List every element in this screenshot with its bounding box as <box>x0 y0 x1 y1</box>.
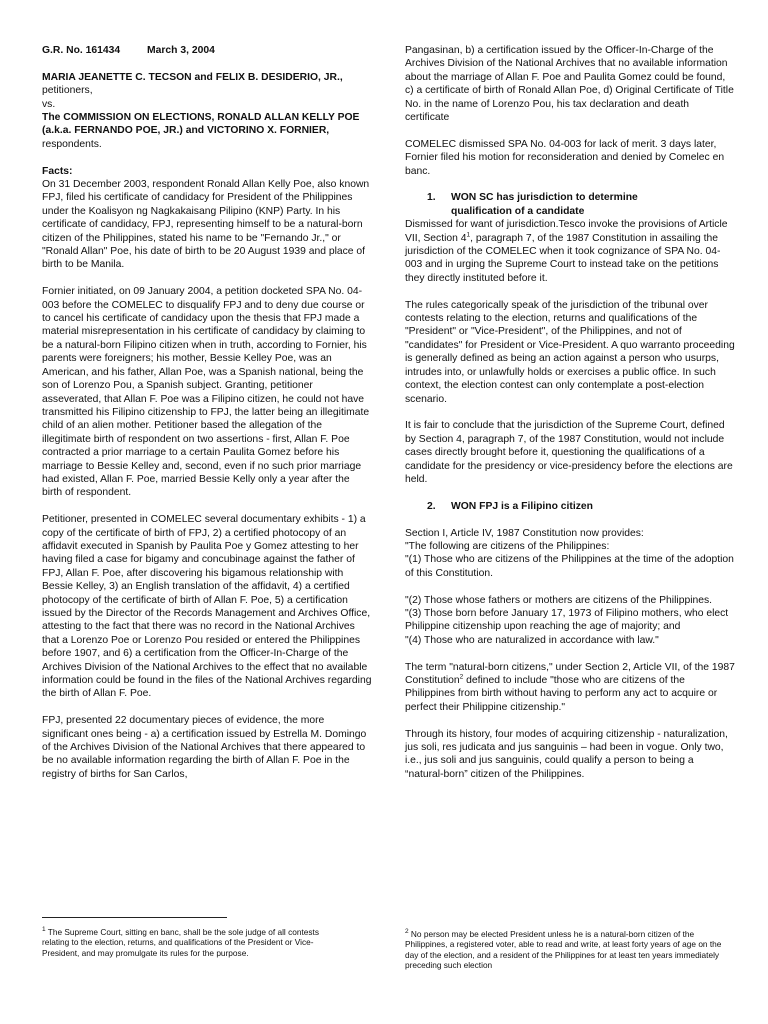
right-paragraph-6 <box>405 661 735 715</box>
facts-paragraph-3: Petitioner, presented in COMELEC several documentary exhibits - 1) a copy of the certificate of birth of FPJ, 2) a certified photocopy of an affidavit executed in Spanish by Paulita Poe y Gomez attesting to her having filed a case for bigamy and concubinage against the father of FPJ, Allan F. Poe, after discovering his bigamous relationship with Bessie Kelley, 3) an English translation of the affidavit, 4) a certified photocopy of the certificate of birth of Allan F. Poe, 5) a certification issued by the Director of the Records Management and Archives Office, attesting to the fact that there was no record in the National Archives that a Lorenzo Poe or Lorenzo Pou resided or entered the Philippines before 1907, and 6) a certification from the Officer-In-Charge of the Archives Division of the National Archives to the effect that no available information could be found in the files of the National Archives regarding the birth of Allan F. Poe. <box>42 514 372 700</box>
footnote-2-text: No person may be elected President unless he is a natural-born citizen of the Philippines, a registered voter, able to read and write, at least forty years of age on the day of the election, and a resident of the Philippines for at least ten years immediately preceding such election <box>405 929 722 970</box>
footnote-2 <box>405 929 735 970</box>
issue-1-line-2: qualification of a candidate <box>451 205 585 217</box>
versus: vs. <box>42 98 56 110</box>
right-paragraph-7: Through its history, four modes of acquiring citizenship - naturalization, jus soli, res judicata and jus sanguinis – had been in vogue. Only two, i.e., jus soli and jus sanguinis, could qualify a person to being a “natural-born” citizen of the Philippines. <box>405 728 728 780</box>
footnote-1-text: The Supreme Court, sitting en banc, shall be the sole judge of all contests relating to the election, returns, and qualifications of the President or Vice-President, and may promulgate its rules for the purpose. <box>42 927 319 958</box>
footnote-1 <box>42 927 342 958</box>
facts-paragraph-4: FPJ, presented 22 documentary pieces of evidence, the more significant ones being - a) a certification issued by Estrella M. Domingo of the Archives Division of the National Archives that there appeared to be no available information regarding the birth of Allan F. Poe in the registry of births for San Carlos, <box>42 715 367 780</box>
provision-line-2: "The following are citizens of the Philippines: <box>405 540 610 552</box>
p3-text-b: , paragraph 7, of the 1987 Constitution in assailing the jurisdiction of the COMELEC when it took cognizance of SPA No. 04-003 and in urging the Supreme Court to instead take on the petitions they directly instituted before it. <box>405 232 721 284</box>
case-header <box>42 44 372 57</box>
issue-2-text: WON FPJ is a Filipino citizen <box>451 500 593 512</box>
right-paragraph-3 <box>405 218 735 285</box>
footnote-ref-2: 2 <box>459 673 464 681</box>
respondents-role: respondents. <box>42 138 102 150</box>
footnote-2-mark: 2 <box>405 928 409 936</box>
p6-text-b: defined to include "those who are citizens of the Philippines from birth without having to perform any act to acquire or perfect their Philippine citizenship." <box>405 674 718 713</box>
respondents <box>42 111 372 151</box>
right-paragraph-2: COMELEC dismissed SPA No. 04-003 for lack of merit. 3 days later, Fornier filed his motion for reconsideration and denied by Comelec en banc. <box>405 138 725 177</box>
respondents-names: The COMMISSION ON ELECTIONS, RONALD ALLAN KELLY POE (a.k.a. FERNANDO POE, JR.) and VICTORINO X. FORNIER, <box>42 112 360 137</box>
petitioners <box>42 71 372 98</box>
provision-line-5: "(3) Those born before January 17, 1973 of Filipino mothers, who elect Philippine citizenship upon reaching the age of majority; and <box>405 607 729 633</box>
decision-date: March 3, 2004 <box>147 45 215 56</box>
issue-1-number: 1. <box>427 192 436 204</box>
issue-2-number: 2. <box>427 500 436 512</box>
facts-paragraph-2: Fornier initiated, on 09 January 2004, a petition docketed SPA No. 04-003 before the COMELEC to disqualify FPJ and to deny due course or to cancel his certificate of candidacy upon the thesis that FPJ made a material misrepresentation in his certificate of candidacy by claiming to be a natural-born Filipino citizen when in truth, according to Fornier, his parents were foreigners; his mother, Bessie Kelley Poe, was an American, and his father, Allan Poe, was a Spanish national, being the son of Lorenzo Pou, a Spanish subject. Granting, petitioner asseverated, that Allan F. Poe was a Filipino citizen, he could not have transmitted his Filipino citizenship to FPJ, the latter being an illegitimate child of an alien mother. Petitioner based the allegation of the illegitimate birth of respondent on two assertions - first, Allan F. Poe contracted a prior marriage to a certain Paulita Gomez before his marriage to Bessie Kelley and, second, even if no such prior marriage had existed, Allan F. Poe, married Bessie Kelly only a year after the birth of respondent. <box>42 286 370 499</box>
provision-line-3: "(1) Those who are citizens of the Philippines at the time of the adoption of this Constitution. <box>405 554 734 579</box>
facts-heading: Facts: <box>42 165 73 177</box>
provision-line-6: "(4) Those who are naturalized in accordance with law." <box>405 634 659 646</box>
parties-block <box>42 71 372 151</box>
petitioners-names: MARIA JEANETTE C. TECSON and FELIX B. DESIDERIO, JR., <box>42 71 343 83</box>
footnote-ref-1: 1 <box>466 231 471 239</box>
right-paragraph-1: Pangasinan, b) a certification issued by the Officer-In-Charge of the Archives Division of the National Archives that no available information about the marriage of Allan F. Poe and Paulita Gomez could be found, c) a certificate of birth of Ronald Allan Poe, d) Original Certificate of Title No. in the name of Lorenzo Pou, his tax declaration and death certificate <box>405 45 734 124</box>
left-column <box>42 44 372 795</box>
right-paragraph-5: It is fair to conclude that the jurisdiction of the Supreme Court, defined by Section 4, paragraph 7, of the 1987 Constitution, would not include cases directly brought before it, questioning the qualifications of a candidate for the presidency or vice-presidency before the elections are held. <box>405 420 733 485</box>
right-paragraph-4: The rules categorically speak of the jurisdiction of the tribunal over contests relating to the election, returns and qualifications of the "President" or "Vice-President", of the Philippines, and not of "candidates" for President or Vice-President. A quo warranto proceeding is generally defined as being an action against a person who usurps, intrudes into, or unlawfully holds or exercises a public office. In such context, the election contest can only contemplate a post-election scenario. <box>405 299 735 405</box>
p3-text-a: Dismissed for want of jurisdiction.Tesco invoke the provisions of Article VII, Section 4 <box>405 219 728 244</box>
footnote-divider <box>42 917 227 918</box>
p6-text-a: The term "natural-born citizens," under Section 2, Article VII, of the 1987 Constitution <box>405 661 735 686</box>
constitution-provision <box>405 527 735 648</box>
facts-paragraph-1: On 31 December 2003, respondent Ronald Allan Kelly Poe, also known FPJ, filed his certificate of candidacy for President of the Philippines under the Koalisyon ng Nagkakaisang Pilipino (KNP) Party. In his certificate of candidacy, FPJ, representing himself to be a natural-born citizen of the Philippines, stated his name to be "Fernando Jr.," or "Ronald Allan" Poe, his date of birth to be 20 August 1939 and place of birth to be Manila. <box>42 179 370 271</box>
petitioners-role: petitioners, <box>42 85 93 97</box>
issue-1-heading <box>427 191 735 218</box>
provision-line-1: Section I, Article IV, 1987 Constitution now provides: <box>405 527 644 539</box>
footnote-1-mark: 1 <box>42 926 46 934</box>
provision-line-4: "(2) Those whose fathers or mothers are citizens of the Philippines. <box>405 594 713 606</box>
right-column <box>405 44 735 795</box>
issue-1-line-1: WON SC has jurisdiction to determine <box>451 192 638 204</box>
gr-number: G.R. No. 161434 <box>42 45 121 56</box>
issue-2-heading <box>427 500 735 513</box>
